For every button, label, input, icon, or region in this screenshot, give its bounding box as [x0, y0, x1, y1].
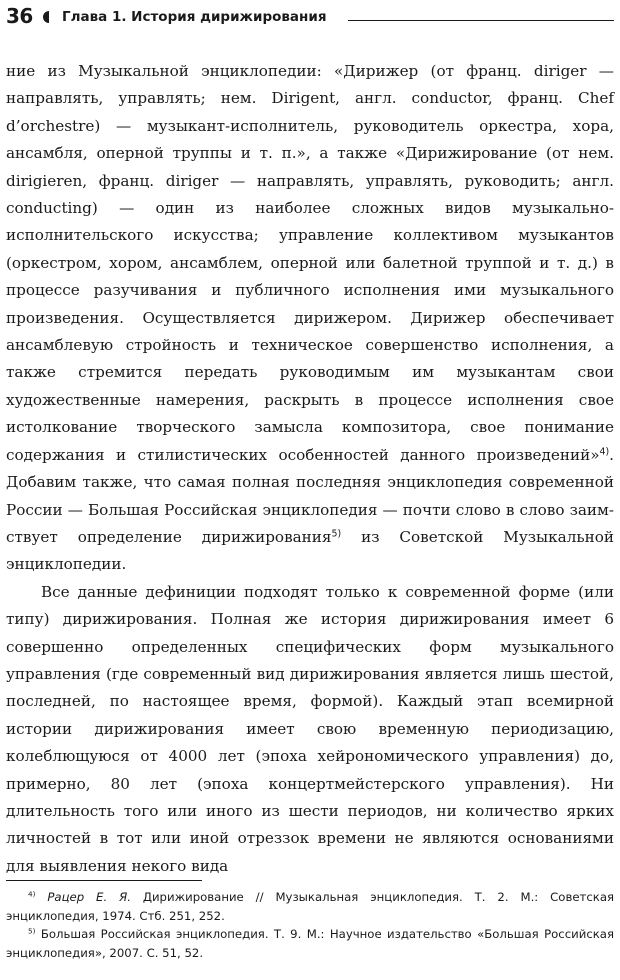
footnote-ref-5: 5) — [331, 528, 342, 540]
footnote-5 — [6, 925, 614, 962]
footnote-marker: 5) — [28, 926, 36, 936]
footnote-separator — [6, 880, 202, 881]
paragraph-2: Все данные дефиниции подходят только к современной форме (или типу) дирижирования. Полная же история дирижирования имеет 6 совершенно определенных специфических форм музыкального управления (где современный вид дирижирования является лишь шестой, последней, по настоящее время, формой). Каждый этап всемирной истории дирижирования имеет свою временную периодизацию, колеблющуюся от 4000 лет (эпоха хейрономического управления) до, примерно, 80 лет (эпоха концертмейстерского управления). Ни длительность того или иного из шести периодов, ни количество ярких личностей в тот или иной отреззок времени не являются основаниями для выявления некого вида — [6, 582, 614, 875]
footnotes — [6, 888, 614, 962]
paragraph-1-text-a: ние из Музыкальной энциклопедии: «Дирижер (от франц. diriger — направлять, управлять; нем. Dirigent, англ. conductor, франц. Chef d’orchestre) — музыкант-исполнитель, руководитель оркестра, хора, ансамбля, оперной труппы и т. п.», а также «Дирижирование (от нем. dirigieren, франц. diriger — направлять, управлять, руководить; англ. conducting) — один из наиболее сложных видов музыкально-исполнительского искусства; управление коллективом музыкантов (оркестром, хором, ансамблем, оперной или балетной труппой и т. д.) в процессе разучивания и публичного исполнения ими музыкального произведения. Осуществляется дирижером. Дирижер обеспечивает ансамблевую стройность и техническое совершенство исполнения, а также стремится передать руководимым им музыкантам свои художественные намерения, раскрыть в процессе исполнения свое истолкование творческого замысла композитора, свое понимание содержания и стилистических особенностей данного произведений» — [6, 62, 614, 464]
chapter-title: Глава 1. История дирижирования — [62, 9, 327, 25]
header-rule — [348, 20, 614, 21]
footnote-text: Большая Российская энциклопедия. Т. 9. М.: Научное издательство «Большая Российская энциклопедия», 2007. С. 51, 52. — [6, 927, 614, 960]
footnote-text: Дирижирование // Музыкальная энциклопедия. Т. 2. М.: Советская энциклопедия, 1974. Стб. 251, 252. — [6, 890, 615, 923]
half-circle-ornament-icon — [43, 11, 49, 23]
paragraph-1 — [6, 58, 614, 579]
footnote-4 — [6, 888, 614, 925]
running-header — [6, 4, 614, 30]
footnote-marker: 4) — [28, 889, 36, 899]
footnote-author: Рацер Е. Я. — [47, 890, 131, 904]
page-number: 36 — [6, 4, 33, 28]
paragraph-1-text-c: из Советской Музыкальной энциклопедии. — [6, 527, 614, 574]
paragraph-1-text-b: . Добавим также, что самая полная последняя энциклопедия современной России — Большая Российская энциклопедия — почти слово в слово заимствует определение дирижирования — [6, 445, 614, 546]
main-text — [6, 58, 614, 880]
footnote-ref-4: 4) — [599, 446, 610, 458]
